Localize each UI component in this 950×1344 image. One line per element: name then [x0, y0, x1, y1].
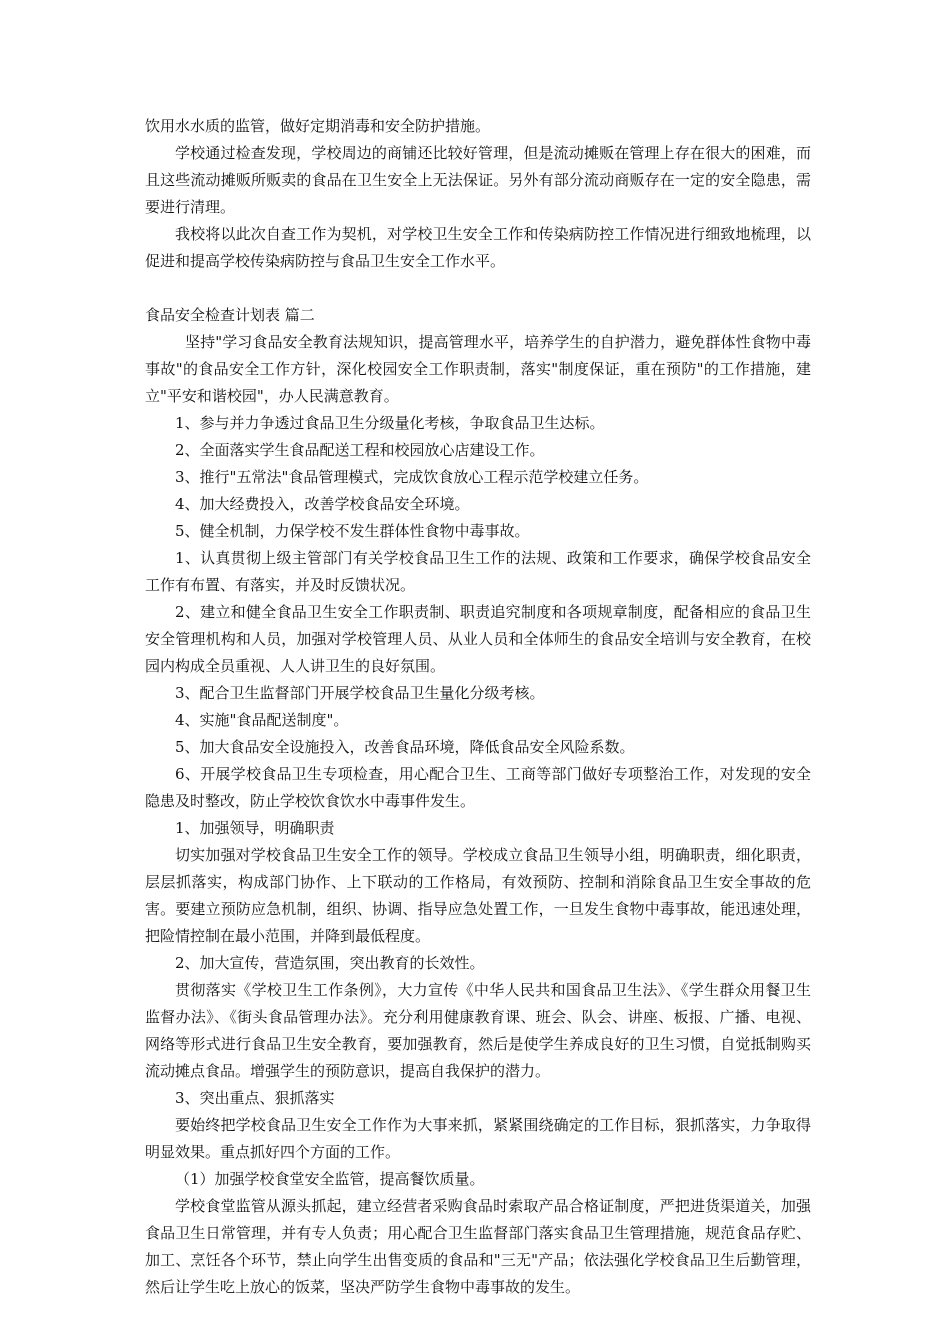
task-item: 5、加大食品安全设施投入，改善食品环境，降低食品安全风险系数。	[175, 738, 635, 756]
task-item: 1、认真贯彻上级主管部门有关学校食品卫生工作的法规、政策和工作要求，确保学校食品安全工作有布置、有落实，并及时反馈状况。	[145, 549, 811, 594]
measure-subheading: （1）加强学校食堂安全监管，提高餐饮质量。	[175, 1170, 485, 1188]
measure-paragraph: 贯彻落实《学校卫生工作条例》，大力宣传《中华人民共和国食品卫生法》、《学生群众用餐卫生监督办法》、《街头食品管理办法》。充分利用健康教育课、班会、队会、讲座、板报、广播、电视、网络等形式进行食品卫生安全教育，要加强教育，然后是使学生养成良好的卫生习惯，自觉抵制购买流动摊点食品。增强学生的预防意识，提高自我保护的潜力。	[145, 981, 811, 1080]
paragraph: 饮用水水质的监管，做好定期消毒和安全防护措施。	[145, 117, 491, 135]
document-body	[145, 113, 811, 1301]
task-item: 2、建立和健全食品卫生安全工作职责制、职责追究制度和各项规章制度，配备相应的食品卫生安全管理机构和人员，加强对学校管理人员、从业人员和全体师生的食品安全培训与安全教育，在校园内构成全员重视、人人讲卫生的良好氛围。	[145, 603, 811, 675]
goal-item: 5、健全机制，力保学校不发生群体性食物中毒事故。	[175, 522, 530, 540]
measure-paragraph: 要始终把学校食品卫生安全工作作为大事来抓，紧紧围绕确定的工作目标，狠抓落实，力争取得明显效果。重点抓好四个方面的工作。	[145, 1116, 811, 1161]
goal-item: 4、加大经费投入，改善学校食品安全环境。	[175, 495, 470, 513]
measure-paragraph: 切实加强对学校食品卫生安全工作的领导。学校成立食品卫生领导小组，明确职责，细化职责，层层抓落实，构成部门协作、上下联动的工作格局，有效预防、控制和消除食品卫生安全事故的危害。要建立预防应急机制，组织、协调、指导应急处置工作，一旦发生食物中毒事故，能迅速处理，把险情控制在最小范围，并降到最低程度。	[145, 846, 811, 945]
measure-paragraph: 学校食堂监管从源头抓起，建立经营者采购食品时索取产品合格证制度，严把进货渠道关，加强食品卫生日常管理，并有专人负责；用心配合卫生监督部门落实食品卫生管理措施，规范食品存贮、加工、烹饪各个环节，禁止向学生出售变质的食品和"三无"产品；依法强化学校食品卫生后勤管理，然后让学生吃上放心的饭菜，坚决严防学生食物中毒事故的发生。	[145, 1197, 811, 1296]
goal-item: 1、参与并力争透过食品卫生分级量化考核，争取食品卫生达标。	[175, 414, 605, 432]
paragraph: 我校将以此次自查工作为契机，对学校卫生安全工作和传染病防控工作情况进行细致地梳理，以促进和提高学校传染病防控与食品卫生安全工作水平。	[145, 225, 811, 270]
measure-heading: 3、突出重点、狠抓落实	[175, 1089, 335, 1107]
measure-heading: 1、加强领导，明确职责	[175, 819, 335, 837]
intro-paragraph: 坚持"学习食品安全教育法规知识，提高管理水平，培养学生的自护潜力，避免群体性食物中毒事故"的食品安全工作方针，深化校园安全工作职责制，落实"制度保证，重在预防"的工作措施，建立"平安和谐校园"，办人民满意教育。	[145, 333, 811, 405]
task-item: 4、实施"食品配送制度"。	[175, 711, 349, 729]
goal-item: 2、全面落实学生食品配送工程和校园放心店建设工作。	[175, 441, 545, 459]
section-title: 食品安全检查计划表 篇二	[145, 306, 315, 324]
task-item: 3、配合卫生监督部门开展学校食品卫生量化分级考核。	[175, 684, 545, 702]
task-item: 6、开展学校食品卫生专项检查，用心配合卫生、工商等部门做好专项整治工作，对发现的安全隐患及时整改，防止学校饮食饮水中毒事件发生。	[145, 765, 811, 810]
goal-item: 3、推行"五常法"食品管理模式，完成饮食放心工程示范学校建立任务。	[175, 468, 649, 486]
measure-heading: 2、加大宣传，营造氛围，突出教育的长效性。	[175, 954, 485, 972]
paragraph: 学校通过检查发现，学校周边的商铺还比较好管理，但是流动摊贩在管理上存在很大的困难，而且这些流动摊贩所贩卖的食品在卫生安全上无法保证。另外有部分流动商贩存在一定的安全隐患，需要进行清理。	[145, 144, 811, 216]
